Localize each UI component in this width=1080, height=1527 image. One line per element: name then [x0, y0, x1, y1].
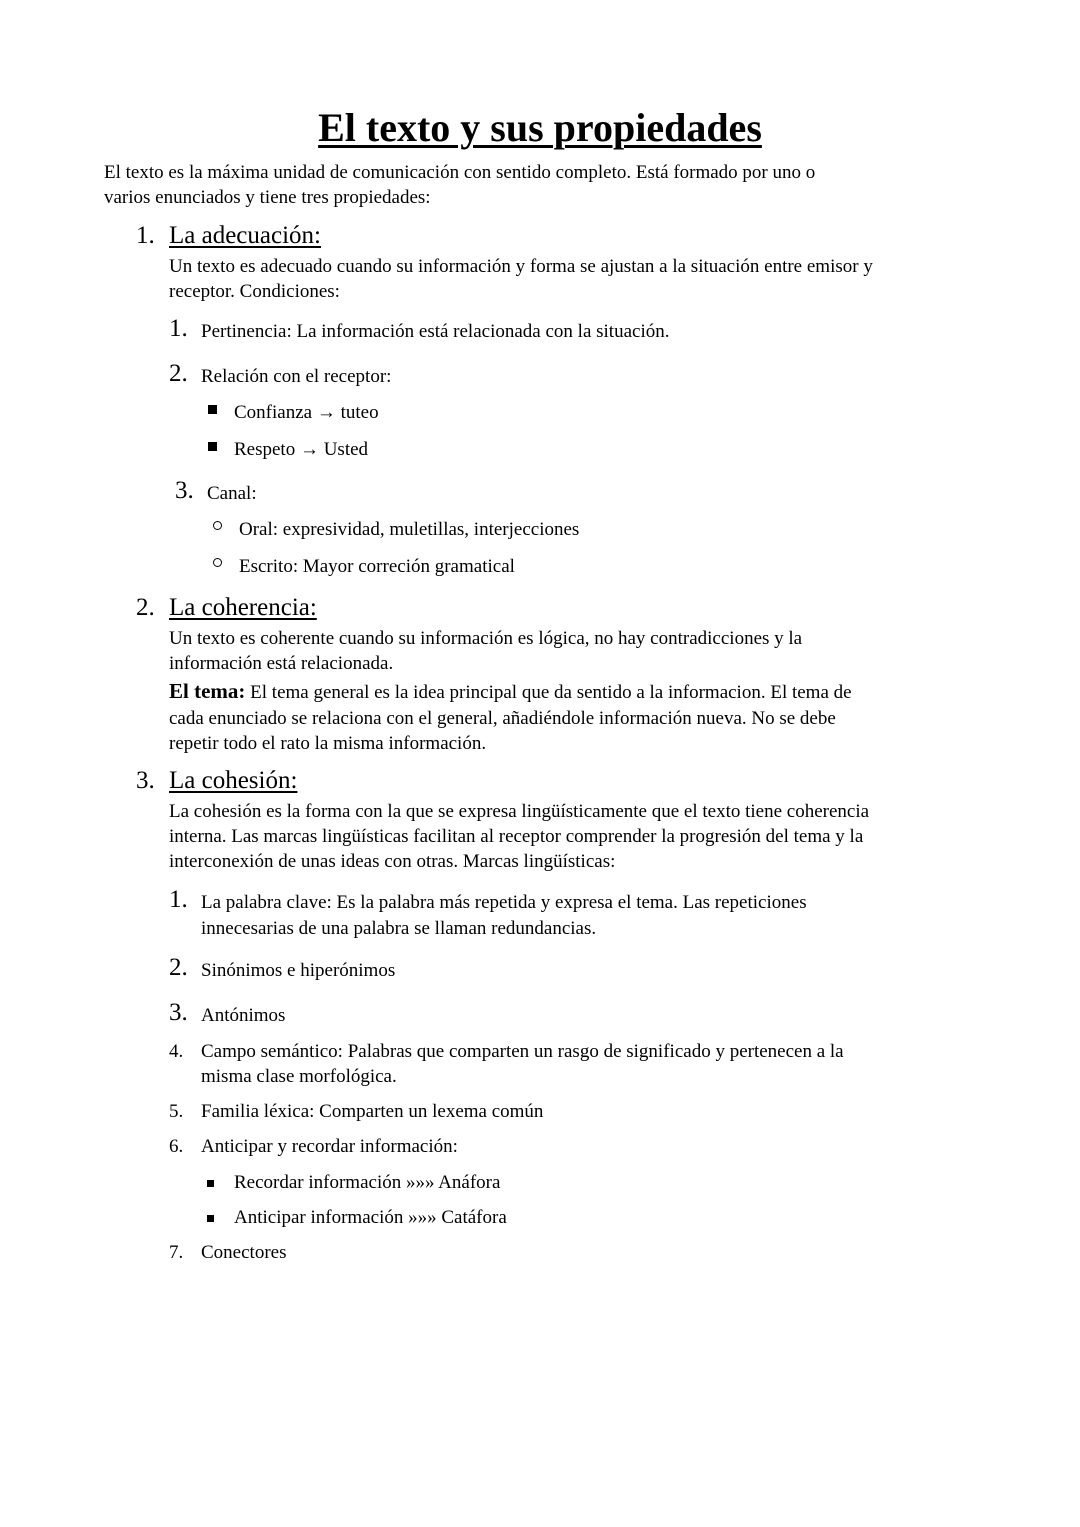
canal-subitem-1: Oral: expresividad, muletillas, interjecciones — [239, 519, 580, 540]
circle-bullet-icon — [213, 558, 222, 567]
cohesion-item-1-number: 1. — [169, 886, 188, 913]
section-3-body-3: interconexión de unas ideas con otras. Marcas lingüísticas: — [169, 851, 616, 872]
cohesion-item-1-text-1: La palabra clave: Es la palabra más repetida y expresa el tema. Las repeticiones — [201, 892, 807, 913]
intro-line-1: El texto es la máxima unidad de comunicación con sentido completo. Está formado por uno o — [104, 162, 816, 183]
circle-bullet-icon — [213, 521, 222, 530]
section-2-body-1: Un texto es coherente cuando su información es lógica, no hay contradicciones y la — [169, 628, 803, 649]
adecuacion-item-3-text: Canal: — [207, 483, 257, 504]
section-3-number: 3. — [136, 767, 155, 794]
square-bullet-icon — [208, 405, 217, 414]
square-bullet-icon — [207, 1180, 214, 1187]
cohesion-item-6-number: 6. — [169, 1136, 184, 1157]
section-1-number: 1. — [136, 222, 155, 249]
intro-line-2: varios enunciados y tiene tres propiedades: — [104, 187, 431, 208]
cohesion-item-6-text: Anticipar y recordar información: — [201, 1136, 458, 1157]
section-1-heading: La adecuación: — [169, 222, 321, 249]
cohesion-item-7-text: Conectores — [201, 1242, 287, 1263]
section-2-number: 2. — [136, 594, 155, 621]
section-1-body-2: receptor. Condiciones: — [169, 281, 340, 302]
cohesion-item-2-text: Sinónimos e hiperónimos — [201, 960, 396, 981]
canal-subitem-2: Escrito: Mayor correción gramatical — [239, 556, 515, 577]
cohesion-item-4-text-1: Campo semántico: Palabras que comparten un rasgo de significado y pertenecen a la — [201, 1041, 844, 1062]
page-title: El texto y sus propiedades — [318, 105, 762, 150]
tema-text-1: El tema general es la idea principal que da sentido a la informacion. El tema de — [245, 682, 852, 703]
cohesion-item-3-text: Antónimos — [201, 1005, 286, 1026]
section-2-body-2: información está relacionada. — [169, 653, 394, 674]
cohesion-item-3-number: 3. — [169, 999, 188, 1026]
anticipar-subitem-1: Recordar información »»» Anáfora — [234, 1172, 501, 1193]
tema-line-3: repetir todo el rato la misma información. — [169, 733, 487, 754]
adecuacion-item-2-text: Relación con el receptor: — [201, 366, 392, 387]
cohesion-item-5-number: 5. — [169, 1101, 184, 1122]
cohesion-item-5-text: Familia léxica: Comparten un lexema común — [201, 1101, 544, 1122]
receptor-subitem-2: Respeto → Usted — [234, 439, 369, 460]
section-3-heading: La cohesión: — [169, 767, 298, 794]
cohesion-item-4-number: 4. — [169, 1041, 184, 1062]
adecuacion-item-1-number: 1. — [169, 315, 188, 342]
section-1-body-1: Un texto es adecuado cuando su información y forma se ajustan a la situación entre emisor y — [169, 256, 873, 277]
square-bullet-icon — [208, 442, 217, 451]
section-3-body-1: La cohesión es la forma con la que se expresa lingüísticamente que el texto tiene coherencia — [169, 801, 870, 822]
cohesion-item-7-number: 7. — [169, 1242, 184, 1263]
tema-label: El tema: — [169, 679, 246, 703]
receptor-subitem-1: Confianza → tuteo — [234, 402, 379, 423]
cohesion-item-1-text-2: innecesarias de una palabra se llaman redundancias. — [201, 918, 597, 939]
adecuacion-item-1-text: Pertinencia: La información está relacionada con la situación. — [201, 321, 670, 342]
cohesion-item-4-text-2: misma clase morfológica. — [201, 1066, 397, 1087]
tema-line-2: cada enunciado se relaciona con el general, añadiéndole información nueva. No se debe — [169, 708, 836, 729]
tema-line-1 — [169, 679, 852, 705]
section-3-body-2: interna. Las marcas lingüísticas facilitan al receptor comprender la progresión del tema y la — [169, 826, 864, 847]
adecuacion-item-2-number: 2. — [169, 360, 188, 387]
cohesion-item-2-number: 2. — [169, 954, 188, 981]
section-2-heading: La coherencia: — [169, 594, 317, 621]
anticipar-subitem-2: Anticipar información »»» Catáfora — [234, 1207, 507, 1228]
square-bullet-icon — [207, 1215, 214, 1222]
adecuacion-item-3-number: 3. — [175, 477, 194, 504]
